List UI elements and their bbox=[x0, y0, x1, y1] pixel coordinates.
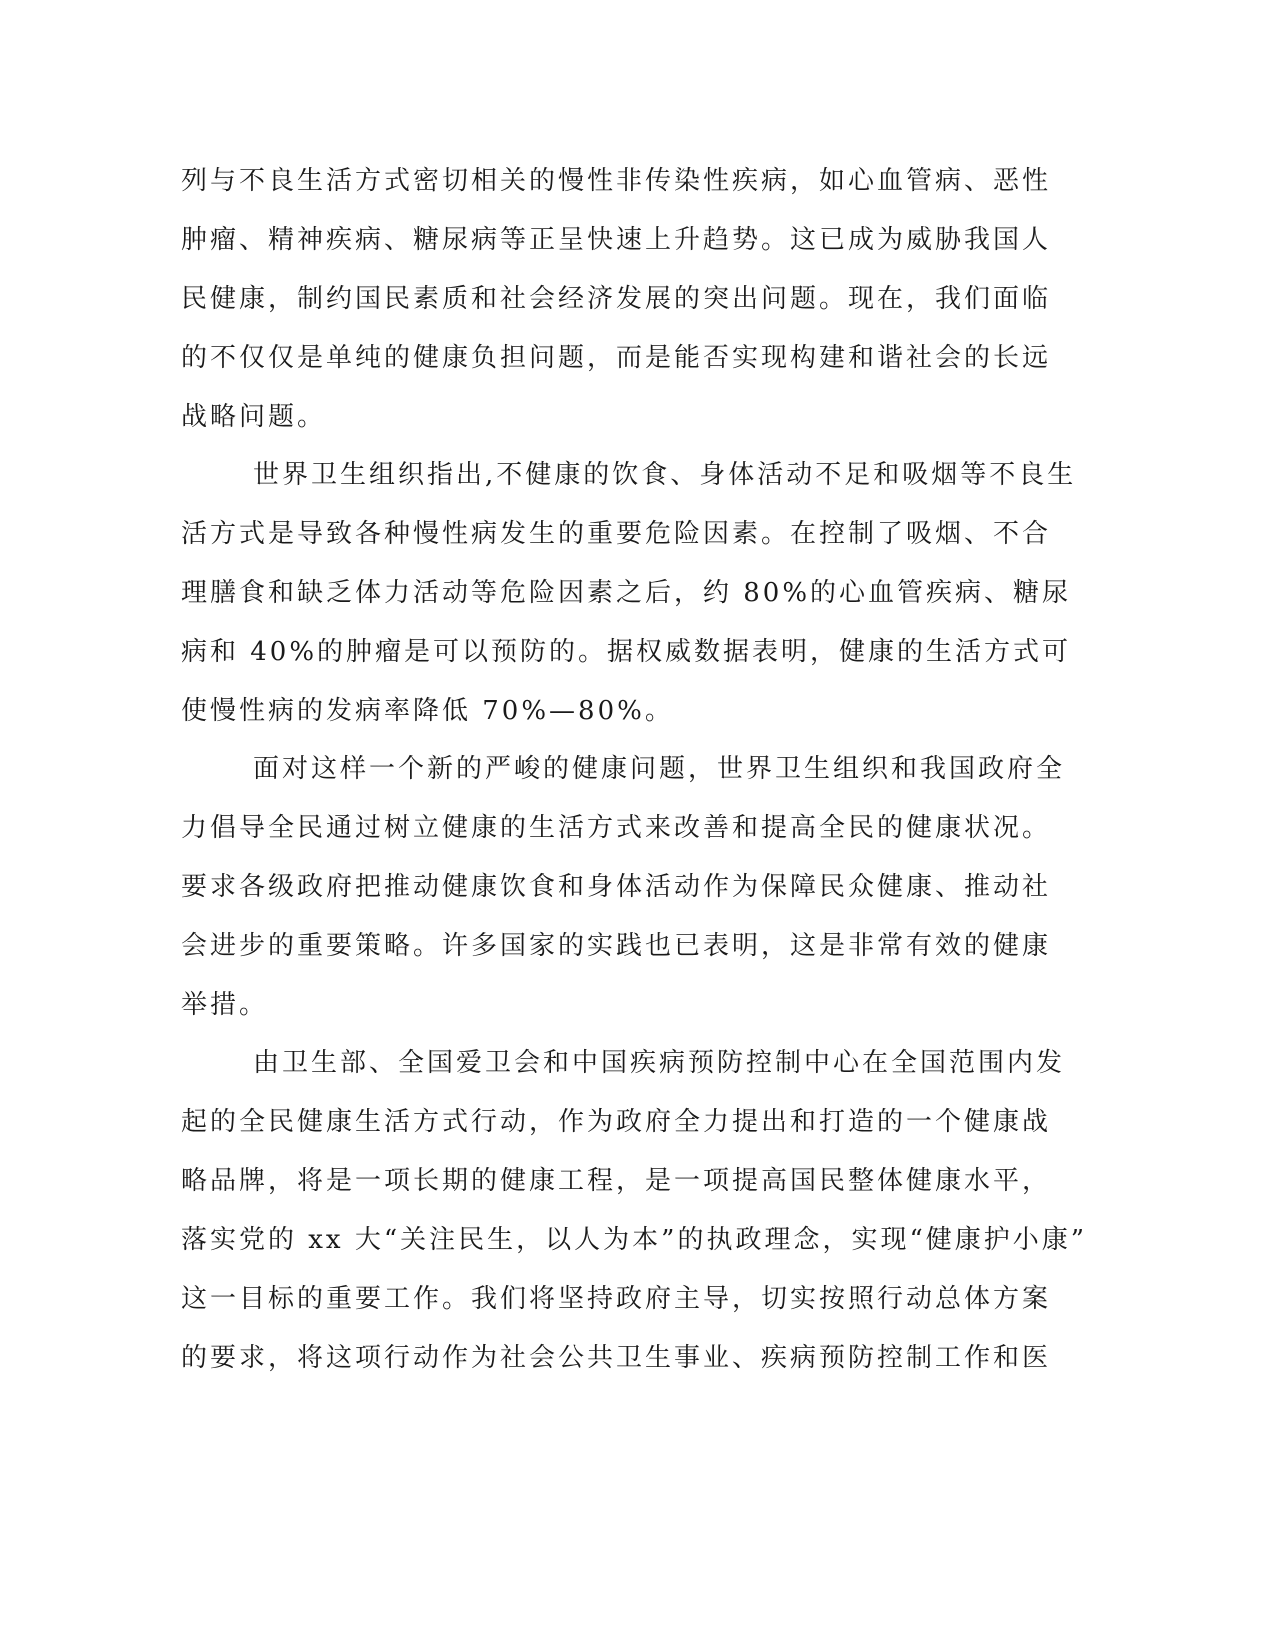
paragraph-line: 略品牌，将是一项长期的健康工程，是一项提高国民整体健康水平， bbox=[181, 1166, 1052, 1196]
paragraph-line: 落实党的 xx 大“关注民生，以人为本”的执政理念，实现“健康护小康” bbox=[181, 1225, 1088, 1255]
paragraph-line: 理膳食和缺乏体力活动等危险因素之后，约 80%的心血管疾病、糖尿 bbox=[181, 578, 1072, 608]
paragraph-line: 列与不良生活方式密切相关的慢性非传染性疾病，如心血管病、恶性 bbox=[181, 166, 1052, 196]
paragraph-line: 使慢性病的发病率降低 70%—80%。 bbox=[181, 696, 674, 726]
paragraph-line: 会进步的重要策略。许多国家的实践也已表明，这是非常有效的健康 bbox=[181, 931, 1052, 961]
paragraph-line: 要求各级政府把推动健康饮食和身体活动作为保障民众健康、推动社 bbox=[181, 872, 1052, 902]
paragraph-2 bbox=[181, 446, 1077, 741]
paragraph-line: 力倡导全民通过树立健康的生活方式来改善和提高全民的健康状况。 bbox=[181, 813, 1052, 843]
paragraph-line: 战略问题。 bbox=[181, 402, 327, 432]
paragraph-line: 世界卫生组织指出,不健康的饮食、身体活动不足和吸烟等不良生 bbox=[253, 460, 1077, 490]
paragraph-line: 肿瘤、精神疾病、糖尿病等正呈快速上升趋势。这已成为威胁我国人 bbox=[181, 225, 1052, 255]
paragraph-line: 举措。 bbox=[181, 990, 269, 1020]
paragraph-line: 民健康，制约国民素质和社会经济发展的突出问题。现在，我们面临 bbox=[181, 284, 1052, 314]
paragraph-line: 由卫生部、全国爱卫会和中国疾病预防控制中心在全国范围内发 bbox=[253, 1048, 1066, 1078]
paragraph-line: 活方式是导致各种慢性病发生的重要危险因素。在控制了吸烟、不合 bbox=[181, 519, 1052, 549]
paragraph-1 bbox=[181, 152, 1052, 447]
paragraph-line: 起的全民健康生活方式行动，作为政府全力提出和打造的一个健康战 bbox=[181, 1107, 1052, 1137]
paragraph-line: 的不仅仅是单纯的健康负担问题，而是能否实现构建和谐社会的长远 bbox=[181, 343, 1052, 373]
paragraph-line: 病和 40%的肿瘤是可以预防的。据权威数据表明，健康的生活方式可 bbox=[181, 637, 1072, 667]
paragraph-line: 的要求，将这项行动作为社会公共卫生事业、疾病预防控制工作和医 bbox=[181, 1343, 1052, 1373]
paragraph-3 bbox=[181, 740, 1066, 1035]
paragraph-line: 这一目标的重要工作。我们将坚持政府主导，切实按照行动总体方案 bbox=[181, 1284, 1052, 1314]
paragraph-4 bbox=[181, 1034, 1088, 1388]
paragraph-line: 面对这样一个新的严峻的健康问题，世界卫生组织和我国政府全 bbox=[253, 754, 1066, 784]
